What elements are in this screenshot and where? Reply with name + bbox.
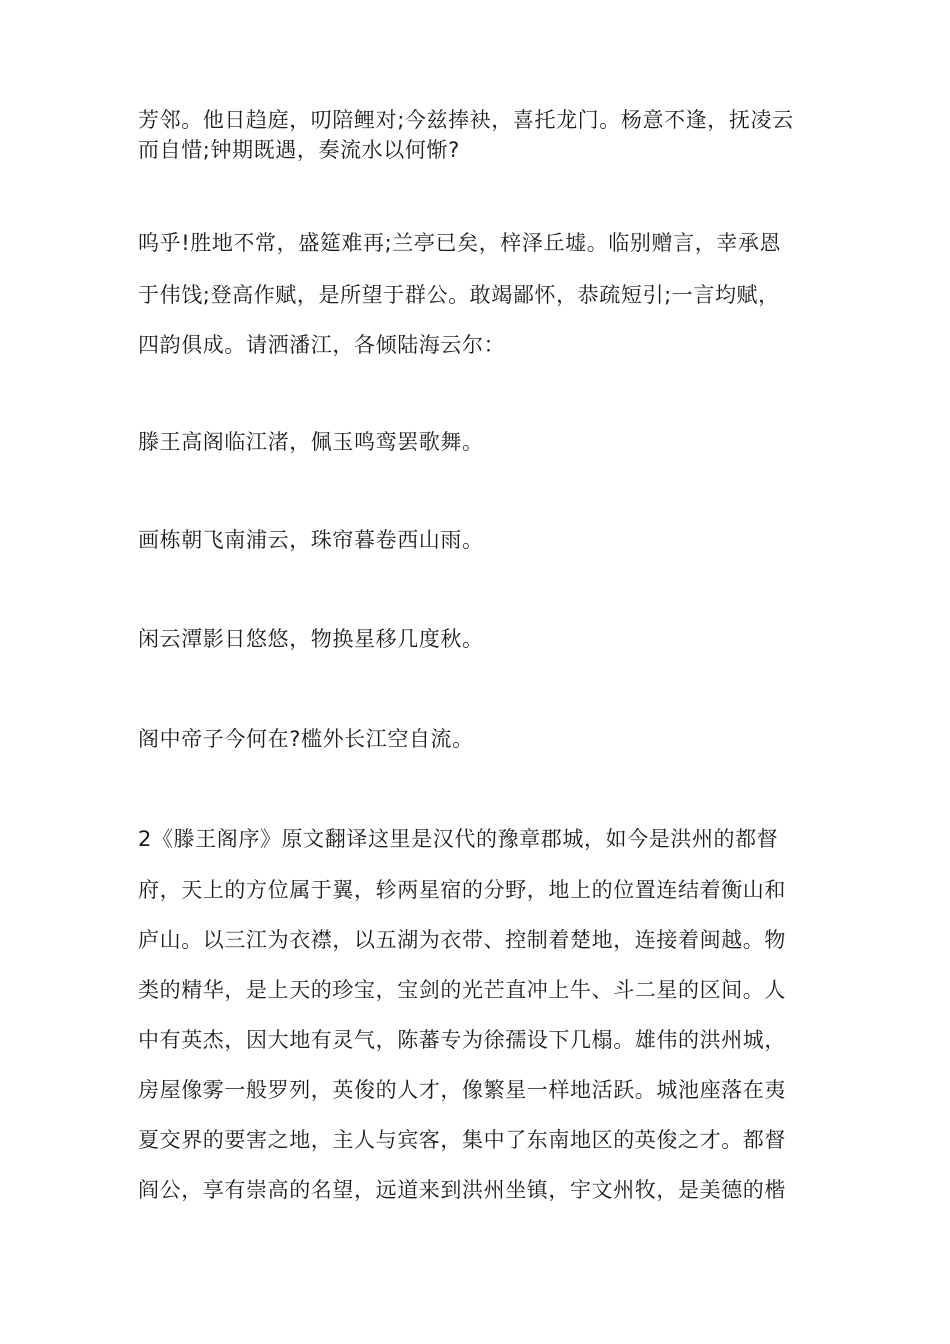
text-line: 呜乎!胜地不常，盛筵难再;兰亭已矣，梓泽丘墟。临别赠言，幸承恩 — [138, 231, 782, 255]
text-line: 房屋像雾一般罗列，英俊的人才，像繁星一样地活跃。城池座落在夷 — [138, 1078, 786, 1102]
text-line: 而自惜;钟期既遇，奏流水以何惭? — [138, 138, 460, 162]
text-line: 府，天上的方位属于翼，轸两星宿的分野，地上的位置连结着衡山和 — [138, 878, 786, 902]
poem-line: 闲云潭影日悠悠，物换星移几度秋。 — [138, 627, 484, 651]
text-line: 阎公，享有崇高的名望，远道来到洪州坐镇，宇文州牧，是美德的楷 — [138, 1178, 786, 1202]
text-line: 夏交界的要害之地，主人与宾客，集中了东南地区的英俊之才。都督 — [138, 1128, 786, 1152]
poem-line: 滕王高阁临江渚，佩玉鸣鸾罢歌舞。 — [138, 430, 484, 454]
text-line: 芳邻。他日趋庭，叨陪鲤对;今兹捧袂，喜托龙门。杨意不逢，抚凌云 — [138, 108, 794, 132]
text-line: 中有英杰，因大地有灵气，陈蕃专为徐孺设下几榻。雄伟的洪州城， — [138, 1028, 786, 1052]
text-line: 于伟饯;登高作赋，是所望于群公。敢竭鄙怀，恭疏短引;一言均赋， — [138, 283, 780, 307]
poem-line: 阁中帝子今何在?槛外长江空自流。 — [138, 727, 474, 751]
poem-line: 画栋朝飞南浦云，珠帘暮卷西山雨。 — [138, 528, 484, 552]
text-line: 类的精华，是上天的珍宝，宝剑的光芒直冲上牛、斗二星的区间。人 — [138, 978, 786, 1002]
text-line: 2《滕王阁序》原文翻译这里是汉代的豫章郡城，如今是洪州的都督 — [138, 827, 779, 851]
text-line: 四韵俱成。请洒潘江，各倾陆海云尔： — [138, 333, 506, 357]
text-line: 庐山。以三江为衣襟，以五湖为衣带、控制着楚地，连接着闽越。物 — [138, 928, 786, 952]
